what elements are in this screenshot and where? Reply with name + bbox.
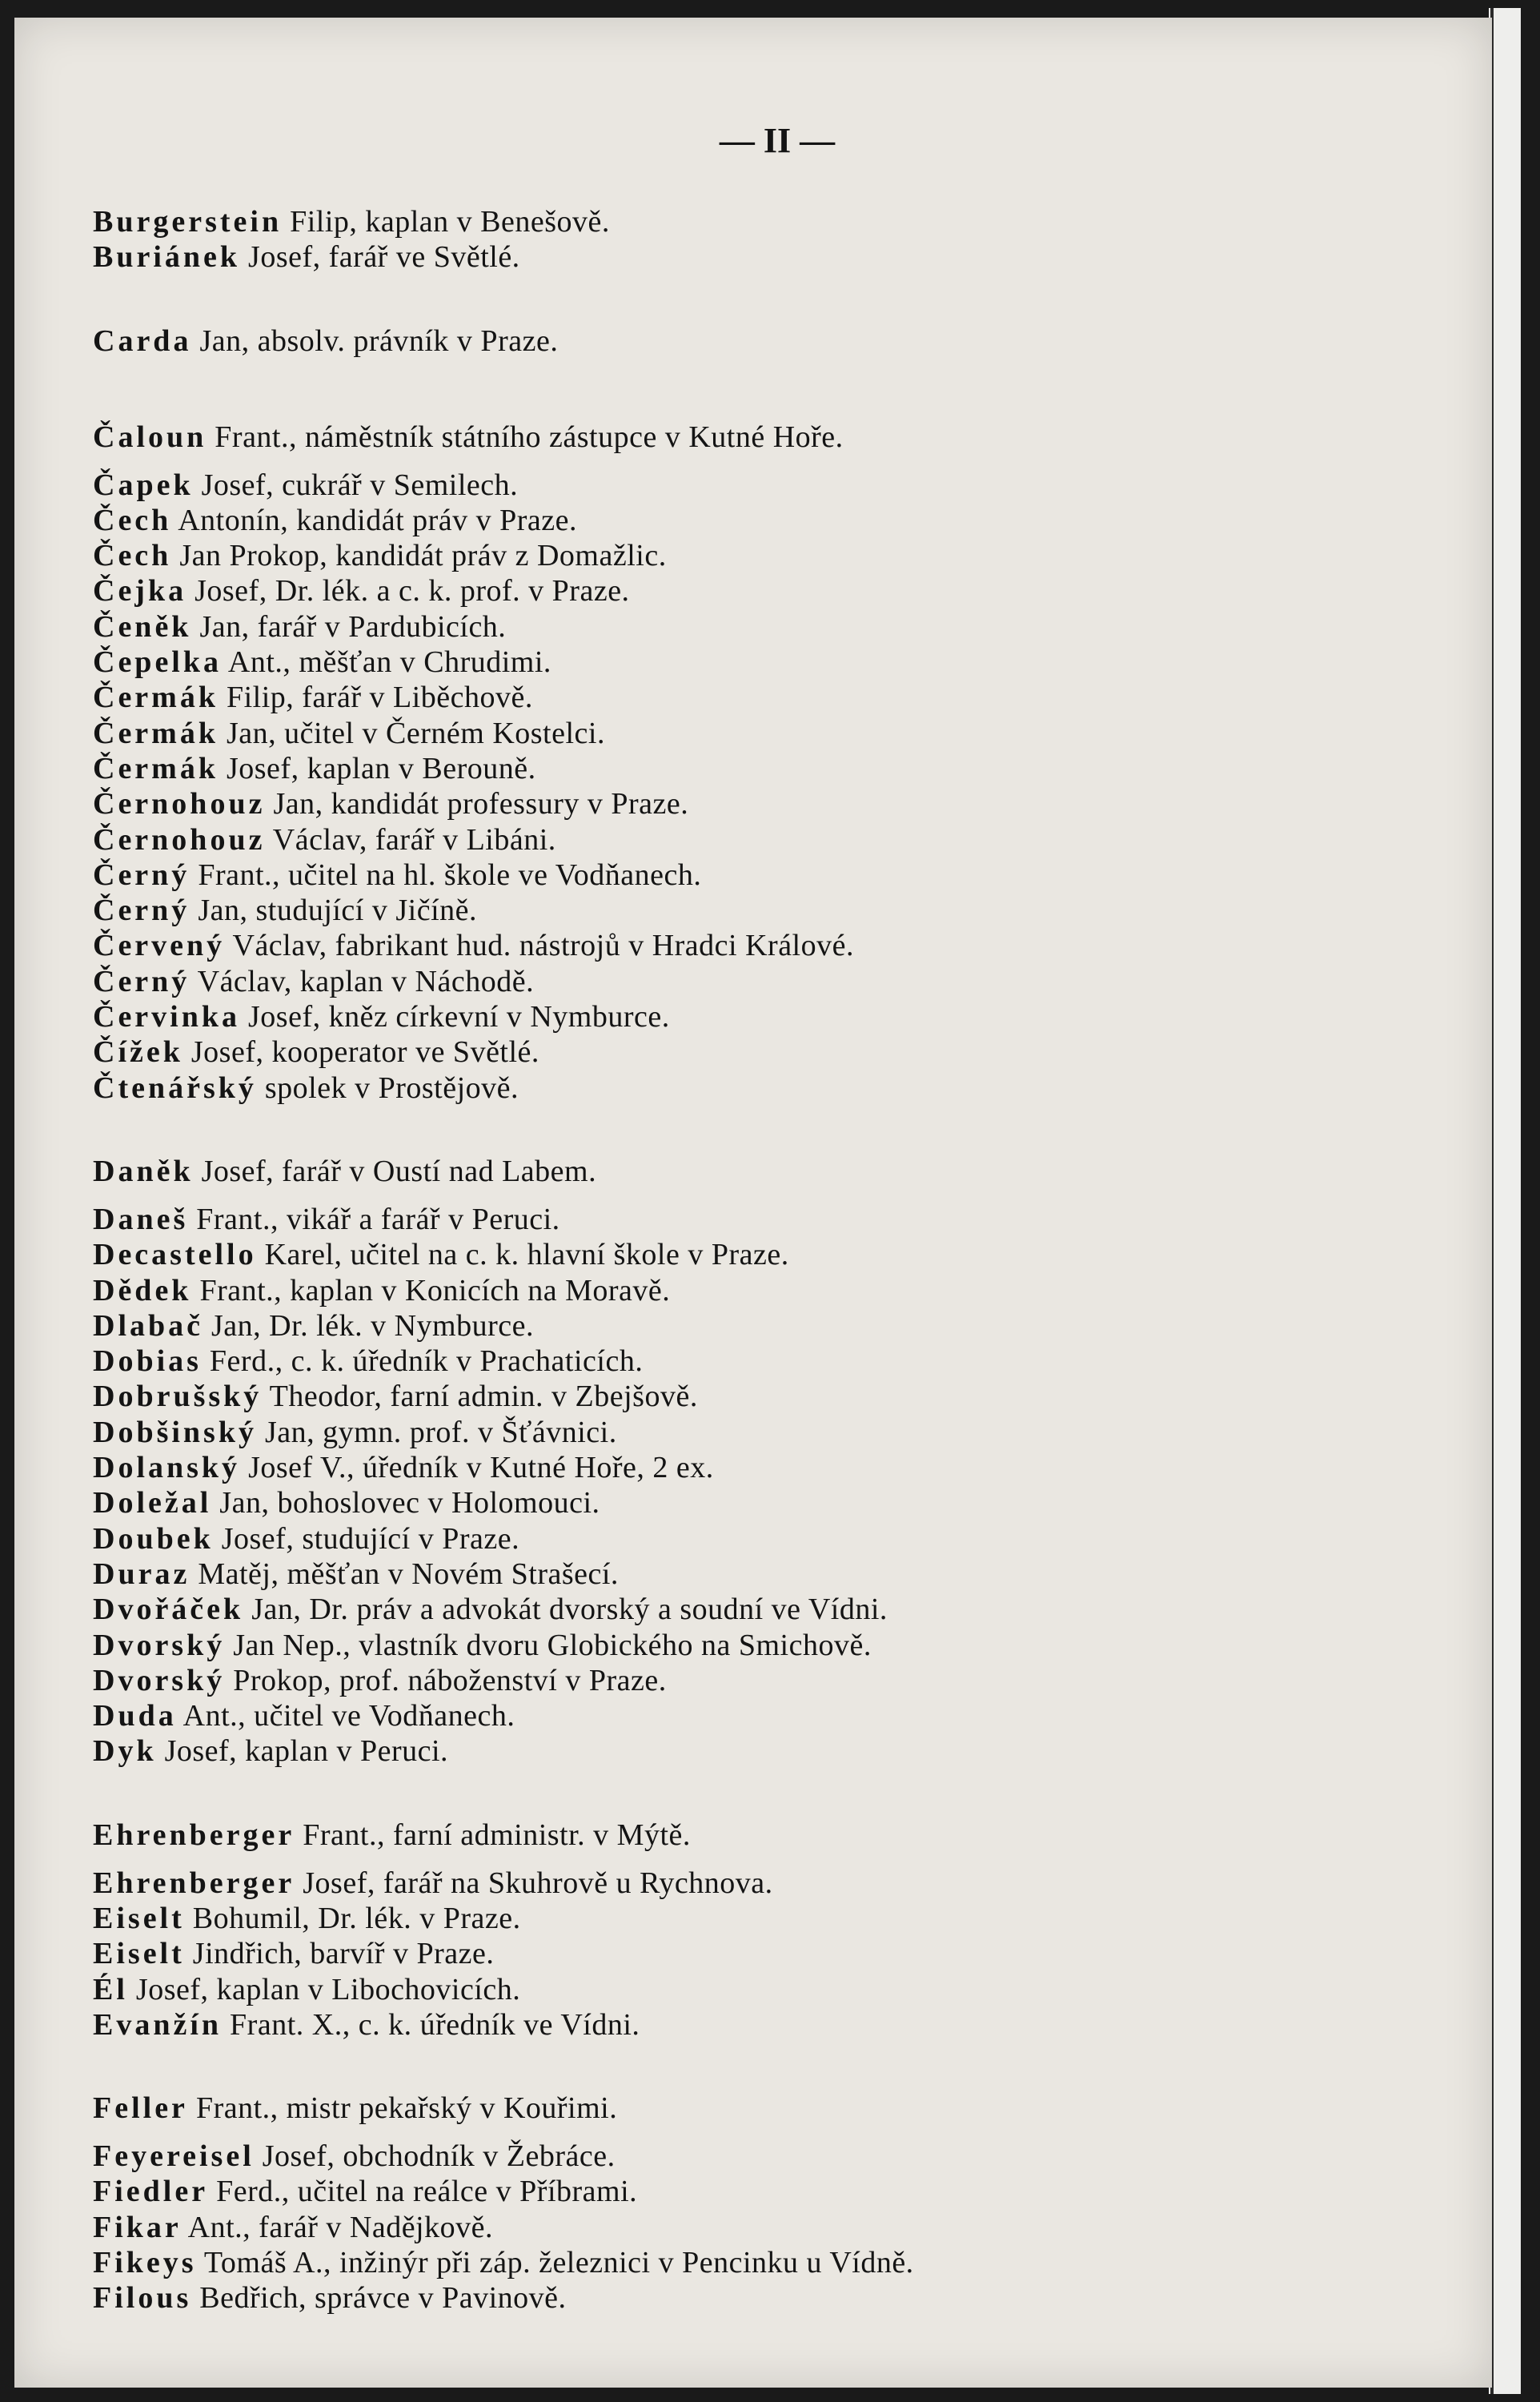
entry-name: Čermák [93, 681, 219, 715]
list-entry [93, 1592, 1438, 1627]
section-gap [93, 2043, 1438, 2078]
list-entry [93, 1521, 1438, 1556]
list-entry [93, 928, 1438, 963]
entry-description: Josef, kaplan v Libochovicích. [127, 1972, 521, 2006]
section-gap [93, 1106, 1438, 1141]
entry-description: Matěj, měšťan v Novém Strašecí. [190, 1556, 619, 1591]
entry-description: Prokop, prof. náboženství v Praze. [225, 1663, 667, 1697]
entry-name: Čech [93, 539, 172, 573]
entry-name: Feyereisel [93, 2139, 255, 2174]
entry-description: Karel, učitel na c. k. hlavní škole v Praze. [256, 1238, 789, 1272]
entry-description: Josef V., úředník v Kutné Hoře, 2 ex. [240, 1451, 714, 1485]
list-entry [93, 204, 1438, 239]
entry-name: Čermák [93, 716, 219, 750]
entry-description: Jan, Dr. práv a advokát dvorský a soudní ve Vídni. [243, 1593, 888, 1627]
list-entry [93, 1141, 1438, 1202]
list-entry [93, 1972, 1438, 2007]
page-number: — II — [719, 121, 836, 160]
entry-description: Jan, Dr. lék. v Nymburce. [203, 1308, 534, 1343]
entry-name: Burgerstein [93, 205, 283, 239]
entry-description: Josef, obchodník v Žebráce. [254, 2139, 616, 2174]
list-entry [93, 1663, 1438, 1698]
entry-description: Ant., měšťan v Chrudimi. [222, 645, 551, 680]
entry-name: Fikar [93, 2210, 182, 2244]
section-gap [93, 275, 1438, 311]
entry-name: Dolanský [93, 1451, 241, 1485]
entry-name: Fikeys [93, 2246, 197, 2280]
list-entry [93, 2174, 1438, 2209]
entry-description: Frant., vikář a farář v Peruci. [188, 1202, 560, 1236]
entry-name: Eiselt [93, 1937, 185, 1971]
list-entry [93, 1733, 1438, 1769]
entry-name: Daněk [93, 1154, 194, 1188]
list-entry [93, 1901, 1438, 1936]
entry-description: Václav, farář v Libáni. [265, 822, 556, 857]
entry-description: Jindřich, barvíř v Praze. [184, 1937, 495, 1971]
list-entry [93, 1485, 1438, 1520]
entry-name: Feller [93, 2091, 188, 2126]
list-entry [93, 1034, 1438, 1070]
entry-name: Dvorský [93, 1663, 226, 1697]
entry-name: Eiselt [93, 1901, 185, 1935]
entry-name: Čaloun [93, 420, 207, 454]
list-entry [93, 786, 1438, 821]
entry-description: Jan, studující v Jičíně. [190, 894, 477, 928]
list-entry [93, 680, 1438, 715]
entry-description: Jan Prokop, kandidát práv z Domažlic. [171, 539, 667, 573]
list-entry [93, 2280, 1438, 2316]
entry-name: Dobias [93, 1344, 202, 1379]
list-entry [93, 2210, 1438, 2245]
entry-name: Duda [93, 1699, 177, 1733]
list-entry [93, 1450, 1438, 1485]
subscriber-list [93, 204, 1438, 2316]
entry-description: Bohumil, Dr. lék. v Praze. [184, 1901, 521, 1935]
entry-name: Dobrušský [93, 1380, 263, 1414]
list-entry [93, 1805, 1438, 1866]
entry-description: Václav, fabrikant hud. nástrojů v Hradci Králové. [225, 929, 854, 963]
list-entry [93, 751, 1438, 786]
entry-name: Čížek [93, 1035, 183, 1070]
list-entry [93, 1556, 1438, 1592]
entry-name: Čermák [93, 751, 219, 785]
list-entry [93, 538, 1438, 573]
list-entry [93, 609, 1438, 645]
entry-name: Él [93, 1972, 128, 2006]
entry-name: Čejka [93, 574, 187, 609]
entry-description: Jan, farář v Pardubicích. [191, 609, 507, 644]
list-entry [93, 1273, 1438, 1308]
list-entry [93, 503, 1438, 538]
entry-name: Buriánek [93, 240, 241, 275]
entry-name: Červinka [93, 1000, 240, 1034]
entry-name: Fiedler [93, 2175, 209, 2209]
entry-description: Josef, studující v Praze. [213, 1521, 520, 1556]
entry-name: Daneš [93, 1202, 189, 1236]
entry-name: Duraz [93, 1556, 190, 1591]
list-entry [93, 964, 1438, 999]
entry-name: Černý [93, 964, 190, 998]
entry-description: Theodor, farní admin. v Zbejšově. [262, 1380, 698, 1414]
next-page-edge [1489, 8, 1521, 2394]
list-entry [93, 1415, 1438, 1450]
entry-name: Čepelka [93, 645, 222, 680]
entry-name: Evanžín [93, 2007, 223, 2042]
list-entry [93, 239, 1438, 275]
entry-description: spolek v Prostějově. [256, 1070, 519, 1105]
entry-description: Ferd., učitel na reálce v Příbrami. [208, 2175, 638, 2209]
entry-description: Josef, Dr. lék. a c. k. prof. v Praze. [186, 574, 630, 609]
entry-name: Černohouz [93, 787, 266, 821]
entry-description: Josef, kooperator ve Světlé. [182, 1035, 539, 1070]
entry-name: Dlabač [93, 1308, 203, 1343]
entry-name: Černohouz [93, 822, 266, 857]
list-entry [93, 893, 1438, 928]
entry-name: Červený [93, 929, 226, 963]
entry-description: Ant., farář v Nadějkově. [181, 2210, 493, 2244]
entry-description: Josef, cukrář v Semilech. [193, 468, 519, 502]
entry-name: Čtenářský [93, 1070, 257, 1105]
entry-description: Frant. X., c. k. úředník ve Vídni. [222, 2007, 640, 2042]
entry-description: Jan, gymn. prof. v Šťávnici. [256, 1415, 617, 1449]
section-gap [93, 1769, 1438, 1805]
list-entry [93, 1308, 1438, 1344]
entry-name: Carda [93, 323, 192, 358]
list-entry [93, 716, 1438, 751]
entry-description: Filip, farář v Liběchově. [218, 681, 533, 715]
entry-description: Frant., farní administr. v Mýtě. [295, 1818, 691, 1852]
entry-description: Jan, bohoslovec v Holomouci. [211, 1486, 600, 1520]
entry-description: Tomáš A., inžinýr při záp. železnici v Pencinku u Vídně. [196, 2246, 914, 2280]
entry-name: Dědek [93, 1273, 192, 1307]
entry-name: Čech [93, 503, 172, 537]
entry-name: Decastello [93, 1238, 257, 1272]
list-entry [93, 407, 1438, 468]
entry-description: Filip, kaplan v Benešově. [282, 205, 610, 239]
list-entry [93, 1628, 1438, 1663]
section-gap [93, 372, 1438, 407]
list-entry [93, 1202, 1438, 1237]
list-entry [93, 1866, 1438, 1901]
entry-description: Frant., náměstník státního zástupce v Kutné Hoře. [207, 420, 844, 454]
list-entry [93, 1237, 1438, 1272]
list-entry [93, 822, 1438, 858]
entry-name: Dvorský [93, 1628, 226, 1662]
entry-description: Josef, farář ve Světlé. [240, 240, 520, 275]
entry-name: Černý [93, 858, 190, 892]
list-entry [93, 2078, 1438, 2139]
entry-description: Frant., kaplan v Konicích na Moravě. [191, 1273, 671, 1307]
entry-name: Dyk [93, 1734, 157, 1769]
entry-description: Josef, kaplan v Berouně. [218, 751, 536, 785]
entry-description: Frant., mistr pekařský v Kouřimi. [187, 2091, 618, 2126]
list-entry [93, 858, 1438, 893]
entry-description: Antonín, kandidát práv v Praze. [171, 503, 578, 537]
list-entry [93, 573, 1438, 609]
list-entry [93, 1344, 1438, 1379]
entry-name: Čeněk [93, 609, 192, 644]
entry-description: Jan, kandidát professury v Praze. [265, 787, 689, 821]
entry-name: Filous [93, 2281, 192, 2316]
entry-name: Dobšinský [93, 1415, 257, 1449]
entry-description: Jan Nep., vlastník dvoru Globického na Smichově. [225, 1628, 872, 1662]
entry-name: Doležal [93, 1486, 212, 1520]
entry-description: Ferd., c. k. úředník v Prachaticích. [201, 1344, 644, 1379]
list-entry [93, 468, 1438, 503]
list-entry [93, 311, 1438, 372]
entry-description: Josef, kaplan v Peruci. [156, 1734, 449, 1769]
entry-name: Čapek [93, 468, 194, 502]
entry-name: Ehrenberger [93, 1818, 295, 1852]
entry-description: Václav, kaplan v Náchodě. [190, 964, 535, 998]
list-entry [93, 645, 1438, 680]
list-entry [93, 1936, 1438, 1971]
entry-description: Jan, učitel v Černém Kostelci. [218, 716, 605, 750]
entry-description: Frant., učitel na hl. škole ve Vodňanech. [190, 858, 702, 892]
list-entry [93, 1379, 1438, 1414]
entry-description: Josef, kněz církevní v Nymburce. [240, 1000, 670, 1034]
list-entry [93, 2139, 1438, 2174]
list-entry [93, 999, 1438, 1034]
entry-description: Josef, farář v Oustí nad Labem. [193, 1154, 597, 1188]
list-entry [93, 1070, 1438, 1106]
list-entry [93, 1698, 1438, 1733]
entry-description: Josef, farář na Skuhrově u Rychnova. [295, 1866, 773, 1900]
list-entry [93, 2245, 1438, 2280]
entry-name: Černý [93, 894, 190, 928]
entry-name: Doubek [93, 1521, 214, 1556]
entry-name: Ehrenberger [93, 1866, 295, 1900]
entry-description: Bedřich, správce v Pavinově. [191, 2281, 567, 2316]
entry-name: Dvořáček [93, 1593, 244, 1627]
entry-description: Jan, absolv. právník v Praze. [191, 323, 559, 358]
list-entry [93, 2007, 1438, 2043]
entry-description: Ant., učitel ve Vodňanech. [176, 1699, 515, 1733]
